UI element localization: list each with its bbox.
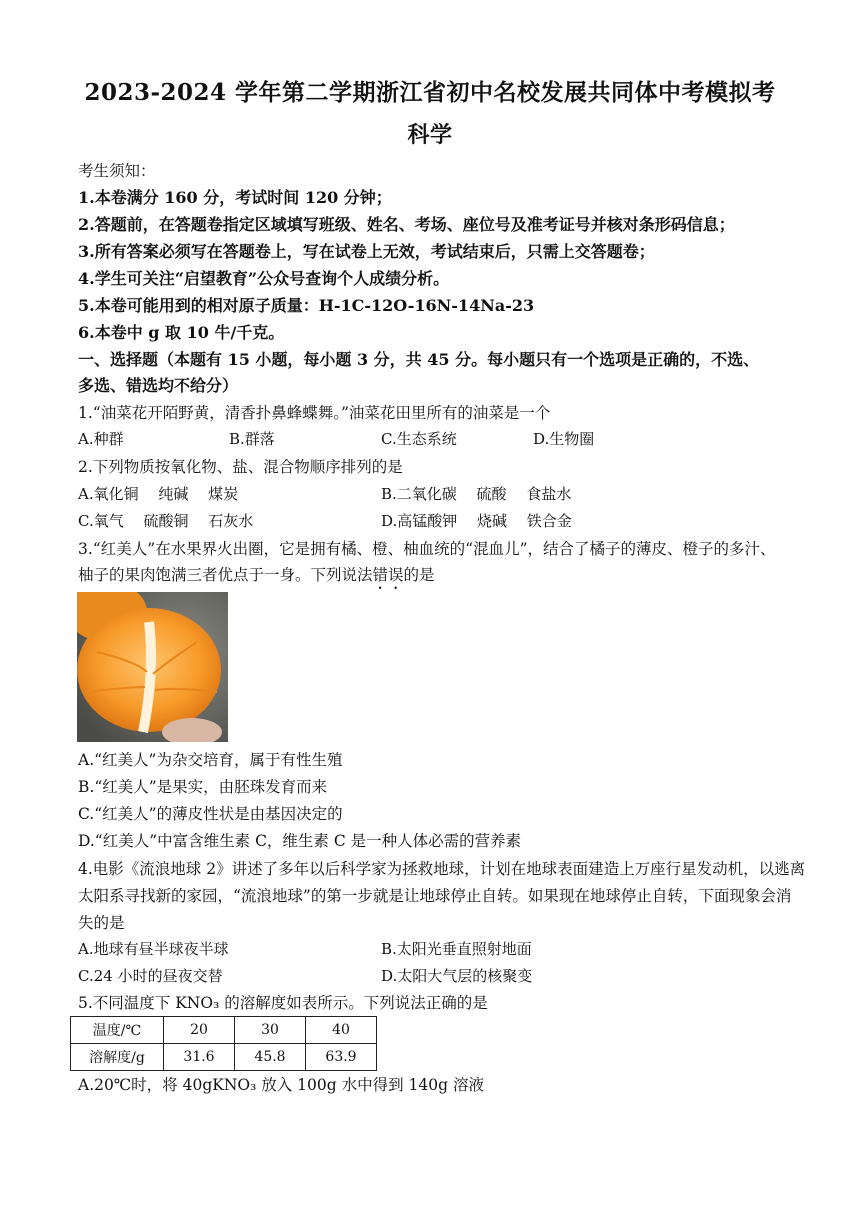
- q5-option-a: A.20℃时，将 40gKNO₃ 放入 100g 水中得到 140g 溶液: [78, 1076, 484, 1094]
- q1-option-d: D.生物圈: [533, 430, 595, 448]
- exam-title: 2023-2024 学年第二学期浙江省初中名校发展共同体中考模拟考: [84, 79, 776, 106]
- q4-stem-line2: 太阳系寻找新的家园，“流浪地球”的第一步就是让地球停止自转。如果现在地球停止自转，下面现象会消: [78, 887, 792, 905]
- notice-item-4: 4.学生可关注“启望教育”公众号查询个人成绩分析。: [78, 269, 450, 288]
- q2-option-b: B.二氧化碳 硫酸 食盐水: [381, 485, 572, 503]
- q3-stem-line1: 3.“红美人”在水果界火出圈，它是拥有橘、橙、柚血统的“混血儿”，结合了橘子的薄皮、橙子的多汁、: [78, 540, 776, 558]
- table-row: [71, 1017, 377, 1044]
- q5-stem: 5.不同温度下 KNO₃ 的溶解度如表所示。下列说法正确的是: [78, 994, 488, 1012]
- notice-item-2: 2.答题前，在答题卷指定区域填写班级、姓名、考场、座位号及准考证号并核对条形码信息；: [78, 215, 735, 234]
- q3-stem-tail: 的是: [403, 566, 435, 584]
- notice-item-3: 3.所有答案必须写在答题卷上，写在试卷上无效，考试结束后，只需上交答题卷；: [78, 242, 655, 261]
- q3-stem-line2: [78, 564, 798, 593]
- q2-stem: 2.下列物质按氧化物、盐、混合物顺序排列的是: [78, 458, 403, 476]
- q3-option-a: A.“红美人”为杂交培育，属于有性生殖: [78, 751, 343, 769]
- q2-option-d: D.高锰酸钾 烧碱 铁合金: [381, 512, 572, 530]
- q1-option-c: C.生态系统: [381, 430, 457, 448]
- q4-option-a: A.地球有昼半球夜半球: [78, 940, 229, 958]
- q1-option-a: A.种群: [78, 430, 124, 448]
- orange-photo: [77, 592, 228, 742]
- table-cell: 45.8: [235, 1044, 306, 1071]
- q4-stem-line3: 失的是: [78, 914, 125, 932]
- section-heading-line1: 一、选择题（本题有 15 小题，每小题 3 分，共 45 分。每小题只有一个选项是正确的，不选、: [78, 350, 760, 369]
- table-cell: 63.9: [306, 1044, 377, 1071]
- table-cell: 溶解度/g: [71, 1044, 164, 1071]
- q2-option-a: A.氧化铜 纯碱 煤炭: [78, 485, 239, 503]
- section-heading-line2: 多选、错选均不给分）: [78, 376, 239, 395]
- q2-option-c: C.氧气 硫酸铜 石灰水: [78, 512, 254, 530]
- notice-item-1: 1.本卷满分 160 分，考试时间 120 分钟；: [78, 188, 392, 207]
- table-cell: 温度/℃: [71, 1017, 164, 1044]
- table-cell: 20: [164, 1017, 235, 1044]
- table-row: [71, 1044, 377, 1071]
- subject-title: 科学: [407, 122, 453, 148]
- table-cell: 40: [306, 1017, 377, 1044]
- q3-option-c: C.“红美人”的薄皮性状是由基因决定的: [78, 805, 343, 823]
- q3-option-b: B.“红美人”是果实，由胚珠发育而来: [78, 778, 328, 796]
- q4-option-d: D.太阳大气层的核聚变: [381, 967, 533, 985]
- notice-heading: 考生须知：: [78, 162, 156, 180]
- solubility-table: [70, 1016, 377, 1071]
- q1-stem: 1.“油菜花开陌野黄，清香扑鼻蜂蝶舞。”油菜花田里所有的油菜是一个: [78, 404, 551, 422]
- notice-item-6: 6.本卷中 g 取 10 牛/千克。: [78, 323, 285, 342]
- q1-option-b: B.群落: [229, 430, 275, 448]
- q3-option-d: D.“红美人”中富含维生素 C，维生素 C 是一种人体必需的营养素: [78, 832, 522, 850]
- table-cell: 30: [235, 1017, 306, 1044]
- table-cell: 31.6: [164, 1044, 235, 1071]
- q4-option-c: C.24 小时的昼夜交替: [78, 967, 223, 985]
- q4-stem-line1: 4.电影《流浪地球 2》讲述了多年以后科学家为拯救地球，计划在地球表面建造上万座行星发动机，以逃离: [78, 860, 806, 878]
- notice-item-5: 5.本卷可能用到的相对原子质量：H-1C-12O-16N-14Na-23: [78, 296, 535, 315]
- q3-stem-text: 柚子的果肉饱满三者优点于一身。下列说法: [78, 566, 373, 584]
- q4-option-b: B.太阳光垂直照射地面: [381, 940, 532, 958]
- q3-emphasis-word: 错误: [372, 566, 404, 584]
